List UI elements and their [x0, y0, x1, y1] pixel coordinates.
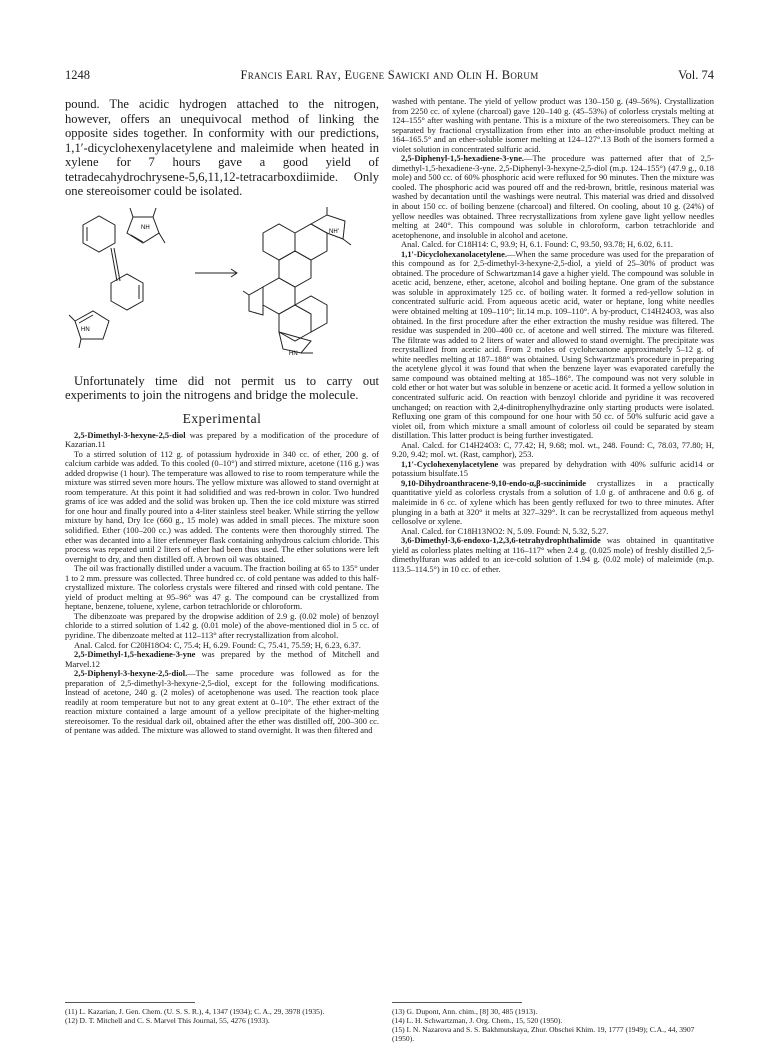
- exp-paragraph-2: To a stirred solution of 112 g. of potassium hydroxide in 340 cc. of ether, 200 g. of calcium carbide was added. To this cooled (0–10°) and stirred mixture, acetone (116 g.) was added dropwise (1 hour). The temperature was allowed to rise to room temperature while the mixture was stirred seven more hours. The yellow mixture was allowed to stand overnight at room temperature. At this point it had solidified and was red-brown in color. Two hundred grams of ice was added and the solid was broken up. Then the ice cold mixture was stirred for one hour and finally poured into a 4-liter stainless steel beaker. While stirring the yellow mixture by hand, Dry Ice (660 g., 15 mole) was added in small pieces. The mixture soon solidified. Ether (100–200 cc.) was added. The contents were then thoroughly stirred. The ether was decanted into a liter erlenmeyer flask containing anhydrous calcium chloride. This process was repeated until 2 liters of ether had been thus used. The ether solutions were left overnight to dry, and then distilled off. A brown oil was obtained.: [65, 448, 379, 564]
- exp-paragraph-r9: 3,6-Dimethyl-3,6-endoxo-1,2,3,6-tetrahydrophthalimide was obtained in quantitative yield as colorless plates melting at 116–117° when 2.4 g. (0.025 mole) of freshly distilled 2,5-dimethylfuran was added to an ice-cold solution of 1.94 g. (0.02 mole) of maleimide (m.p. 113.5–114.5°) in 10 cc. of ether.: [392, 535, 714, 574]
- analysis-paragraph: Anal. Calcd. for C18H14: C, 93.9; H, 6.1. Found: C, 93.50, 93.78; H, 6.02, 6.11.: [401, 239, 674, 250]
- compound-name: 1,1′-Cyclohexenylacetylene: [401, 458, 499, 469]
- compound-name: 3,6-Dimethyl-3,6-endoxo-1,2,3,6-tetrahydrophthalimide: [401, 535, 601, 546]
- analysis-paragraph: Anal. Calcd. for C18H13NO2: N, 5.09. Found: N, 5.32, 5.27.: [401, 525, 609, 536]
- running-authors: Francis Earl Ray, Eugene Sawicki and Olin H. Borum: [240, 68, 539, 82]
- compound-name: 2,5-Dimethyl-3-hexyne-2,5-diol: [74, 429, 186, 440]
- exp-paragraph-r2: 2,5-Diphenyl-1,5-hexadiene-3-yne.—The procedure was patterned after that of 2,5-dimethyl-1,5-hexadiene-3-yne. 2,5-Diphenyl-3-hexyne-2,5-diol (m.p. 124–155°) (47.9 g., 0.18 mole) and 500 cc. of 60% phosphoric acid were refluxed for 90 minutes. Then the mixture was cooled. The phosphoric acid was poured off and the red-brown, brittle, resinous material was washed by decantation until the washings were neutral. This material was dried and dissolved in about 150 cc. of boiling benzene (charcoal) and filtered. On cooling, about 10 g. (24%) of yellow needles was obtained. Three recrystallizations from xylene gave light yellow needles melting at 240°. This compound was soluble in chloroform, carbon tetrachloride and acetophenone, and insoluble in alcohol and acetone.: [392, 153, 714, 240]
- scheme-label-hn-product: HN: [289, 350, 298, 357]
- page-number: 1248: [65, 68, 90, 82]
- reaction-scheme: [65, 203, 379, 368]
- exp-paragraph-7: 2,5-Diphenyl-3-hexyne-2,5-diol.—The same procedure was followed as for the preparation of 2,5-dimethyl-3-hexyne-2,5-diol, except for the following modifications. Instead of acetone, 240 g. (2 moles) of acetophenone was used. The reaction took place readily at room temperature but not to any great extent at 0–10°. The ether extract of the reaction mixture contained a large amount of a yellow precipitate of the higher-melting stereoisomer. To the residual dark oil, obtained after the ether was distilled off, 200–300 cc. of pentane was added. The mixture was allowed to stand overnight. It was then filtered and: [65, 668, 379, 736]
- scheme-label-hn: HN: [81, 326, 90, 333]
- compound-name: 2,5-Diphenyl-3-hexyne-2,5-diol.: [74, 668, 188, 679]
- running-header: [65, 68, 714, 84]
- scheme-label-nh: NH: [141, 224, 150, 231]
- compound-name: 2,5-Diphenyl-1,5-hexadiene-3-yne.: [401, 153, 525, 164]
- after-scheme-paragraph: Unfortunately time did not permit us to carry out experiments to join the nitrogens and bridge the molecule.: [65, 373, 379, 402]
- footnote: (11) L. Kazarian, J. Gen. Chem. (U. S. S. R.), 4, 1347 (1934); C. A., 29, 3978 (1935).: [65, 1007, 325, 1016]
- exp-paragraph-r4: 1,1′-Dicyclohexanolacetylene.—When the same procedure was used for the preparation of this compound as for 2,5-dimethyl-3-hexyne-2,5-diol, a yield of 25–30% of product was obtained. The procedure of Schwartzman14 gave a higher yield. The compound was soluble in acetic acid, benzene, ether, acetone, alcohol and boiling heptane. One gram of the substance was soluble in approximately 125 cc. of boiling water. It formed a red-yellow solution in concentrated sulfuric acid. From aqueous acetic acid, water or heptane, long white needles were obtained melting at 109–110°; lit.14 m.p. 109–110°. A by-product, C14H24O3, was also obtained. In the first procedure after the ether extraction the mushy residue was filtered. The residue was suspended in 200–400 cc. of acetone and well stirred. The mixture was filtered. The filtrate was added to 2 liters of water and allowed to stand overnight. The precipitate was recrystallized from acetic acid. From 2 moles of cyclohexanone approximately 5–12 g. of white needles melting at 187–188° was obtained. Using Schwartzman's procedure in preparing the acetylene glycol it was found that when the benzene layer was evaporated carefully the same compound was obtained melting at 185–186°. The compound was not very soluble in cold ether or hot water but was soluble in benzene or acetic acid. It formed a yellow solution in concentrated sulfuric acid. On reaction with benzoyl chloride and pyridine it was recovered unchanged; on reaction with 2,4-dinitrophenylhydrazine only starting products were isolated. Refluxing one gram of this compound for one hour with 50 cc. of 50% sulfuric acid gave a violet oil, from which mixture a small amount of colorless oil could be separated by steam distillation. This latter product is being further investigated.: [392, 248, 714, 441]
- experimental-heading: Experimental: [182, 410, 262, 426]
- footnote: (13) G. Dupont, Ann. chim., [8] 30, 485 (1913).: [392, 1007, 538, 1016]
- footnote: (14) L. H. Schwartzman, J. Org. Chem., 15, 520 (1950).: [392, 1016, 563, 1025]
- exp-paragraph-r7: 9,10-Dihydroanthracene-9,10-endo-α,β-succinimide crystallizes in a practically quantitative yield as colorless crystals from a solution of 1.0 g. of anthracene and 0.6 g. of maleimide in 6 cc. of xylene which has been gently refluxed for two to three minutes. After plunging in a bath at 320° it melts at 327–329°. It can be recrystallized from aqueous methyl cellosolve or xylene.: [392, 477, 714, 527]
- footnotes-right: [392, 1007, 714, 1043]
- exp-paragraph-1: 2,5-Dimethyl-3-hexyne-2,5-diol was prepared by a modification of the procedure of Kazarian.11: [65, 429, 379, 450]
- right-column: [392, 97, 714, 574]
- exp-paragraph-r6: 1,1′-Cyclohexenylacetylene was prepared by dehydration with 40% sulfuric acid14 or potassium bisulfate.15: [392, 458, 714, 479]
- intro-paragraph: pound. The acidic hydrogen attached to the nitrogen, however, offers an unequivocal method of linking the opposite sides together. In conformity with our predictions, 1,1′-dicyclohexenylacetylene and maleimide when heated in xylene for 7 hours gave a good yield of tetradecahydrochrysene-5,6,11,12-tetracarboxdiimide. Only one stereoisomer could be isolated.: [65, 97, 379, 198]
- exp-paragraph-4: The dibenzoate was prepared by the dropwise addition of 2.9 g. (0.02 mole) of benzoyl chloride to a stirred solution of 1.42 g. (0.01 mole) of the above-mentioned diol in 5 cc. of pyridine. The dibenzoate melted at 112–113° after recrystallization from alcohol.: [65, 610, 379, 640]
- footnote: (12) D. T. Mitchell and C. S. Marvel This Journal, 55, 4276 (1933).: [65, 1016, 270, 1025]
- exp-paragraph-3: The oil was fractionally distilled under a vacuum. The fraction boiling at 65 to 135° under 1 to 2 mm. pressure was collected. Three hundred cc. of cold pentane was added to this half-crystallized mixture. The colorless crystals were filtered and rinsed with cold pentane. The yield of product melting at 95–96° was 47 g. The compound can be crystallized from heptane, benzene, toluene, xylene, carbon tetrachloride or chloroform.: [65, 563, 379, 612]
- continuation-paragraph: washed with pentane. The yield of yellow product was 130–150 g. (49–56%). Crystallization from 2250 cc. of xylene (charcoal) gave 120–140 g. (45–53%) of colorless crystals melting at 124–155° after washing with pentane. This is a mixture of the two stereoisomers. They can be separated by fractional crystallization from ether into an ether-insoluble product melting at 164–165.5° and an ether-soluble isomer melting at 124–127°.13 Both of the isomers formed a violet solution in concentrated sulfuric acid.: [392, 96, 714, 154]
- footnote-divider: [392, 1002, 522, 1003]
- analysis-paragraph: Anal. Calcd. for C14H24O3: C, 77.42; H, 9.68; mol. wt., 248. Found: C, 78.03, 77.80; H, 9.20, 9.42; mol. wt. (Rast, camphor), 253.: [392, 439, 714, 460]
- footnote: (15) I. N. Nazarova and S. S. Bakhmutskaya, Zhur. Obschei Khim. 19, 1777 (1949); C.A., 44, 3907 (1950).: [392, 1025, 695, 1043]
- reaction-scheme-drawing: [65, 203, 379, 368]
- compound-name: 2,5-Dimethyl-1,5-hexadiene-3-yne: [74, 649, 196, 660]
- scheme-label-nh-prime: NH': [329, 228, 339, 235]
- volume-label: Vol. 74: [678, 68, 714, 82]
- compound-name: 9,10-Dihydroanthracene-9,10-endo-α,β-succinimide: [401, 477, 587, 488]
- analysis-paragraph: Anal. Calcd. for C20H18O4: C, 75.4; H, 6.29. Found: C, 75.41, 75.59; H, 6.23, 6.37.: [74, 639, 361, 650]
- exp-paragraph-6: 2,5-Dimethyl-1,5-hexadiene-3-yne was prepared by the method of Mitchell and Marvel.12: [65, 649, 379, 669]
- footnotes-left: [65, 1007, 379, 1025]
- compound-name: 1,1′-Dicyclohexanolacetylene.: [401, 248, 507, 259]
- left-column: [65, 97, 379, 736]
- footnote-divider: [65, 1002, 195, 1003]
